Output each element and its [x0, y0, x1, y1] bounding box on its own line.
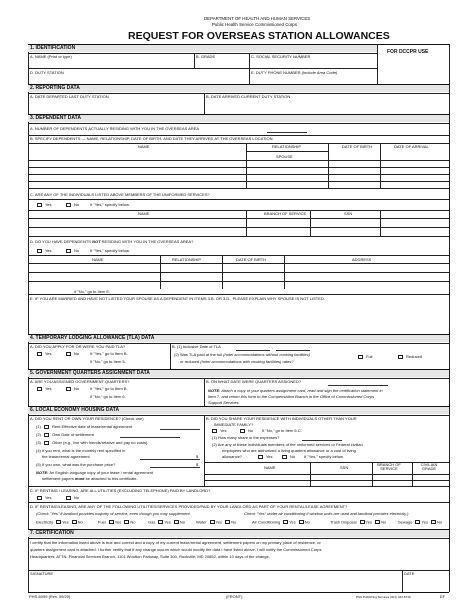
- share-residence-question-cont: IMMEDIATE FAMILY?: [214, 422, 254, 427]
- certification-text-2: quarters assignment card is attached. I further certify that if any change occurs which would modify the data I have listed above, I will notify the Commissioned Corps: [30, 547, 322, 552]
- quarters-yes-checkbox[interactable]: [37, 387, 42, 391]
- utility-yes-checkbox[interactable]: [360, 520, 365, 524]
- section-3-heading: 3. DEPENDENT DATA: [30, 115, 81, 121]
- own-checkbox[interactable]: [44, 433, 49, 437]
- yes-label: Yes: [45, 495, 52, 500]
- section-5-heading: 5. GOVERNMENT QUARTERS ASSIGNMENT DATA: [30, 370, 150, 376]
- dccpr-use-label: FOR DCCPR USE: [387, 49, 429, 55]
- signature-field[interactable]: [29, 578, 401, 591]
- utility-label: Gas: [148, 519, 156, 525]
- col-name: NAME: [264, 465, 276, 470]
- duty-station-label: D. DUTY STATION: [30, 70, 64, 75]
- col-dob: DATE OF BIRTH: [342, 144, 373, 149]
- tla-yes-checkbox[interactable]: [37, 352, 42, 356]
- signature-date-field[interactable]: [403, 578, 448, 591]
- no-label: No: [231, 519, 237, 525]
- no-label: No: [179, 519, 185, 525]
- rent-label: Rent Effective date of lease/rental agreement: [52, 424, 133, 429]
- utility-yes-checkbox[interactable]: [158, 520, 163, 524]
- allowance-question-cont: employees who are authorized a living quarters allowance or a cost of living: [222, 448, 356, 453]
- utility-yes-checkbox[interactable]: [283, 520, 288, 524]
- no-label: No: [74, 351, 80, 356]
- section-2-heading: 2. REPORTING DATA: [30, 85, 80, 91]
- col-ssn: SSN: [344, 211, 353, 216]
- utility-label: Trash Disposal: [330, 519, 357, 525]
- landlord-services-note: (Check "Yes" if landlord provides majority of service, even though you may supplement.: [36, 511, 191, 516]
- date-arrived-field[interactable]: [205, 101, 448, 113]
- table-row[interactable]: [28, 167, 449, 168]
- no-label: No: [74, 495, 80, 500]
- yes-label: Yes: [45, 248, 52, 253]
- utilities-row: [36, 520, 448, 528]
- section-4-heading: 4. TEMPORARY LODGING ALLOWANCE (TLA) DATA: [30, 335, 155, 341]
- table-row[interactable]: [28, 272, 449, 273]
- duty-phone-field[interactable]: [250, 76, 376, 83]
- tla-rate-question-cont: or reduced (hotel accommodations with cooking facilities) rates?: [180, 359, 294, 364]
- utility-no-checkbox[interactable]: [431, 520, 436, 524]
- lease-effective-date-field[interactable]: [160, 429, 200, 430]
- utility-no-checkbox[interactable]: [72, 520, 77, 524]
- allowance-yes-checkbox[interactable]: [258, 455, 263, 459]
- rent-checkbox[interactable]: [44, 425, 49, 429]
- allowance-no-checkbox[interactable]: [282, 455, 287, 459]
- landlord-services-question: D. IF RENTING/LEASING, ARE ANY OF THE FOLLOWING UTILITIES/SERVICES PROVIDED/PAID BY YOUR LANDLORD AS PART OF YOUR RENTAL/LEASE AGREEMENT?: [30, 504, 348, 509]
- specify-below-note: If "Yes," specify below.: [90, 248, 130, 253]
- quarters-no-checkbox[interactable]: [66, 387, 71, 391]
- table-row[interactable]: [28, 174, 449, 175]
- service-name: Public Health Service Commissioned Corps: [212, 22, 297, 27]
- other-checkbox[interactable]: [44, 441, 49, 445]
- option-1-number: (1): [36, 424, 41, 429]
- utility-no-checkbox[interactable]: [225, 520, 230, 524]
- share-count-label: (1) How many share in the expenses?: [212, 435, 280, 440]
- yes-label: Yes: [365, 519, 373, 525]
- utility-electricity: [36, 520, 83, 525]
- col-date-of-arrival: DATE OF ARRIVAL: [394, 144, 429, 149]
- tla-applied-question: A. DID YOU APPLY FOR OR WERE YOU PAID TLA?: [30, 344, 126, 349]
- section-1-heading: 1. IDENTIFICATION: [30, 45, 76, 51]
- uniformed-members-question: C. ARE ANY OF THE INDIVIDUALS LISTED ABOVE MEMBERS OF THE UNIFORMED SERVICES?: [30, 192, 210, 197]
- utility-air-conditioning: [252, 520, 310, 525]
- tla-rate-question: (2) Was TLA paid at the full (hotel accommodations without cooking facilities): [174, 352, 310, 357]
- utility-water: [196, 520, 236, 525]
- utility-label: Sewage: [398, 519, 413, 525]
- col-branch-of-service: BRANCH OF SERVICE: [264, 211, 307, 216]
- col-relationship: RELATIONSHIP: [272, 144, 302, 149]
- spouse-explanation-label: E. IF YOU ARE MARRIED AND HAVE NOT LISTED YOUR SPOUSE AS A DEPENDENT IN ITEMS 3.B. OR 3.D., PLEASE EXPLAIN WHY SPOUSE IS NOT LISTED.: [30, 296, 325, 301]
- lease-copy-note-cont: settlement papers must be attached to this certificate.: [42, 476, 138, 481]
- other-label: Other (e.g., live with friends/relative and pay no costs): [52, 440, 148, 445]
- no-label: No: [290, 454, 296, 459]
- not-residing-yes-checkbox[interactable]: [37, 249, 42, 253]
- col-spouse: SPOUSE: [276, 154, 293, 159]
- allowance-question: (2) Are any of these individuals members of the uniformed services or Federal civilian: [212, 442, 363, 447]
- duty-station-field[interactable]: [29, 76, 248, 83]
- form-number: PHS-6059 (Rev. 09/20): [29, 594, 71, 599]
- purchase-price-label: (5) If you own, what was the purchase price?: [36, 462, 116, 467]
- tla-start-date-field[interactable]: [236, 350, 270, 351]
- purchase-price-field[interactable]: [150, 467, 200, 468]
- utility-yes-checkbox[interactable]: [56, 520, 61, 524]
- monthly-rent-field[interactable]: [140, 459, 200, 460]
- no-label: No: [437, 519, 443, 525]
- certification-text-1: I certify that the information listed above is true and correct and a copy of my current lease/rental agreement, settlement papers on my primary place of residence, or: [30, 540, 321, 545]
- table-row[interactable]: [28, 181, 449, 182]
- table-row[interactable]: [28, 227, 449, 228]
- form-title: REQUEST FOR OVERSEAS STATION ALLOWANCES: [128, 30, 390, 42]
- col-name: NAME: [138, 211, 150, 216]
- tla-reduced-checkbox[interactable]: [398, 355, 403, 359]
- share-no-checkbox[interactable]: [240, 429, 245, 433]
- utility-gas: [148, 520, 185, 525]
- share-yes-checkbox[interactable]: [212, 429, 217, 433]
- option-2-number: (2): [36, 432, 41, 437]
- option-3-number: (3): [36, 440, 41, 445]
- specify-dependents-label: B. SPECIFY DEPENDENTS — NAME, RELATIONSHIP, DATE OF BIRTH, AND DATE THEY ARRIVED AT THE OVERSEAS LOCATION.: [30, 136, 274, 141]
- allowance-specify-note: If "Yes," specify below.: [304, 454, 344, 459]
- dollar-sign: $: [196, 454, 199, 459]
- tla-no-checkbox[interactable]: [66, 352, 71, 356]
- table-row[interactable]: [28, 281, 449, 282]
- certification-text-3: Headquarters, ATTN: Financial Services Branch, 1101 Wootton Parkway, Suite 300, Rockville, MD 20852, within 10 days of the change.: [30, 554, 270, 559]
- ssn-label: C. SOCIAL SECURITY NUMBER: [251, 54, 311, 59]
- yes-label: Yes: [220, 428, 227, 433]
- rent-own-question: A. DID YOU RENT OR OWN YOUR RESIDENCE? (Check one): [30, 416, 144, 421]
- uniformed-yes-checkbox[interactable]: [37, 203, 42, 207]
- settlement-date-field[interactable]: [120, 437, 180, 438]
- name-field[interactable]: [29, 60, 193, 67]
- utility-no-checkbox[interactable]: [375, 520, 380, 524]
- uniformed-no-checkbox[interactable]: [66, 203, 71, 207]
- specify-below-note: If "Yes," specify below.: [90, 202, 130, 207]
- col-ssn: SSN: [340, 465, 349, 470]
- grade-label: B. GRADE: [196, 54, 216, 59]
- tla-yes-goto-note: If "Yes," go to Item B.: [90, 351, 128, 356]
- share-count-field[interactable]: [302, 440, 342, 441]
- department-name: DEPARTMENT OF HEALTH AND HUMAN SERVICES: [204, 16, 311, 21]
- go-to-item-e-note: If "No," go to Item E.: [74, 289, 111, 294]
- dependents-count-label: A. NUMBER OF DEPENDENTS ACTUALLY RESIDING WITH YOU IN THE OVERSEAS AREA: [30, 126, 200, 131]
- yes-label: Yes: [266, 454, 273, 459]
- own-label: Own Date of settlement: [52, 432, 94, 437]
- gov-quarters-question: A. ARE YOU ASSIGNED GOVERNMENT QUARTERS?: [30, 379, 130, 384]
- duty-phone-label: E. DUTY PHONE NUMBER (Include Area Code): [251, 70, 338, 75]
- page-side-label: (FRONT): [226, 594, 243, 599]
- utility-no-checkbox[interactable]: [299, 520, 304, 524]
- dependents-not-residing-question: D. DO YOU HAVE DEPENDENTS NOT RESIDING WITH YOU IN THE OVERSEAS AREA?: [30, 239, 194, 244]
- section-6-heading: 6. LOCAL ECONOMY HOUSING DATA: [30, 407, 120, 413]
- col-civilian-grade: CIVILIAN GRADE: [420, 462, 438, 472]
- monthly-rent-label-cont: the lease/rental agreement: [42, 454, 90, 459]
- grade-field[interactable]: [195, 60, 248, 67]
- col-name: NAME: [92, 257, 104, 262]
- col-name: NAME: [138, 144, 150, 149]
- col-address: ADDRESS: [352, 257, 372, 262]
- quarters-yes-goto-note: If "Yes," go to Item B.: [90, 386, 128, 391]
- yes-label: Yes: [215, 519, 223, 525]
- monthly-rent-label: (4) If you rent, what is the monthly rent specified in: [36, 448, 126, 453]
- utilities-landlord-question: C. IF RENTING / LEASING, ARE ALL UTILITIES (EXCLUDING TELEPHONE) PAID BY LANDLORD?: [30, 488, 211, 493]
- yes-label: Yes: [164, 519, 171, 525]
- share-no-goto-note: If "No," go to Item 6.C.: [262, 428, 302, 433]
- tla-full-checkbox[interactable]: [358, 355, 363, 359]
- reduced-label: Reduced: [406, 354, 423, 359]
- section-7-heading: 7. CERTIFICATION: [30, 530, 74, 536]
- ef-label: EF: [440, 594, 446, 599]
- lease-copy-note: NOTE: An English language copy of your lease / rental agreement: [36, 470, 154, 475]
- yes-label: Yes: [45, 202, 52, 207]
- date-departed-label: A. DATE DEPARTED LAST DUTY STATION: [30, 94, 109, 99]
- date-departed-field[interactable]: [29, 101, 203, 113]
- utility-sewage: [398, 520, 442, 525]
- date-label: DATE: [404, 571, 415, 576]
- quarters-no-goto-note: If "No," go to Item 6.: [90, 394, 126, 399]
- utility-yes-checkbox[interactable]: [415, 520, 420, 524]
- col-branch-of-service: BRANCH OF SERVICE: [377, 462, 401, 472]
- quarters-note: NOTE: Attach a copy of your quarters assignment card, read and sign the certification statement in: [208, 388, 383, 393]
- full-label: Full: [366, 354, 373, 359]
- yes-label: Yes: [45, 351, 52, 356]
- no-label: No: [381, 519, 387, 525]
- share-residence-question: B. DID YOU SHARE YOUR RESIDENCE WITH INDIVIDUALS OTHER THAN YOUR: [206, 416, 357, 421]
- utility-yes-checkbox[interactable]: [109, 520, 114, 524]
- utility-label: Water: [196, 519, 207, 525]
- no-label: No: [74, 248, 80, 253]
- col-relationship: RELATIONSHIP: [172, 257, 202, 262]
- tla-date-separator: -: [272, 345, 274, 350]
- tla-dates-label: B. (1) Inclusive Date of TLA: [172, 344, 221, 349]
- allowance-question-end: allowance?: [222, 454, 243, 459]
- signature-label: SIGNATURE: [30, 571, 54, 576]
- utility-trash-disposal: [330, 520, 386, 525]
- date-arrived-label: B. DATE ARRIVED CURRENT DUTY STATION: [206, 94, 291, 99]
- dollar-sign: $: [196, 462, 199, 467]
- no-label: No: [248, 428, 254, 433]
- not-residing-no-checkbox[interactable]: [66, 249, 71, 253]
- no-label: No: [74, 202, 80, 207]
- no-label: No: [77, 519, 83, 525]
- col-dob: DATE OF BIRTH: [236, 257, 267, 262]
- utility-label: Fuel: [98, 519, 106, 525]
- spouse-explanation-field[interactable]: [29, 303, 448, 333]
- no-label: No: [304, 519, 310, 525]
- yes-label: Yes: [62, 519, 69, 525]
- tla-end-date-field[interactable]: [276, 350, 310, 351]
- utility-label: Electricity: [36, 519, 54, 525]
- ssn-field[interactable]: [250, 60, 376, 67]
- dependents-count-field[interactable]: [267, 132, 307, 133]
- quarters-note-line3: Support Services.: [208, 400, 240, 405]
- no-label: No: [74, 386, 80, 391]
- publisher-label: PSC Publishing Services (301) 443-6740: [356, 595, 411, 599]
- quarters-assigned-date-field[interactable]: [328, 385, 388, 386]
- no-label: No: [130, 519, 136, 525]
- utility-label: Air Conditioning: [252, 519, 281, 525]
- yes-label: Yes: [114, 519, 122, 525]
- yes-label: Yes: [421, 519, 428, 525]
- yes-label: Yes: [45, 386, 52, 391]
- table-row[interactable]: [204, 480, 449, 481]
- utility-fuel: [98, 520, 135, 525]
- utility-no-checkbox[interactable]: [174, 520, 179, 524]
- table-row[interactable]: [28, 160, 449, 161]
- quarters-note-line2: Item 7, and return this form to the Compensation Branch in the Office of Commissioned Corps: [208, 394, 375, 399]
- utilities-no-checkbox[interactable]: [66, 496, 71, 500]
- tla-no-goto-note: If "No," go to Item 5.: [90, 359, 126, 364]
- utilities-yes-checkbox[interactable]: [37, 496, 42, 500]
- name-label: A. NAME (Print or type): [30, 54, 72, 59]
- landlord-services-note-cont: Check "Yes" under air conditioning if window units are used and landlord provides electricity.): [244, 511, 409, 516]
- quarters-assigned-date-label: B. ON WHAT DATE WERE QUARTERS ASSIGNED?: [206, 379, 302, 384]
- utility-yes-checkbox[interactable]: [210, 520, 215, 524]
- yes-label: Yes: [289, 519, 296, 525]
- utility-no-checkbox[interactable]: [124, 520, 129, 524]
